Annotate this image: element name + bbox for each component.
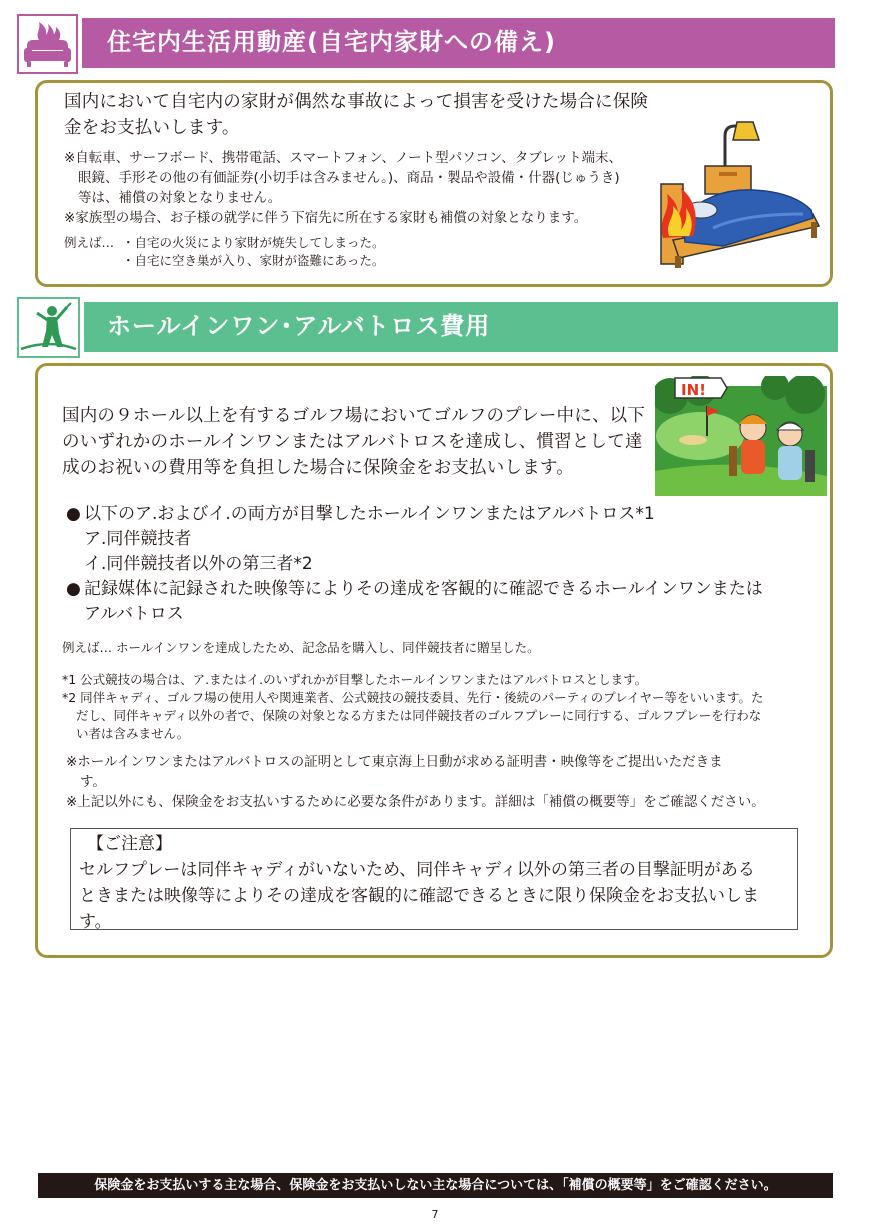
note-line: ※自転車、サーフボード、携帯電話、スマートフォン、ノート型パソコン、タブレット端末、 <box>64 150 623 166</box>
caution-line: ときまたは映像等によりその達成を客観的に確認できるときに限り保険金をお支払いしま <box>79 886 759 906</box>
caution-box <box>70 828 798 930</box>
section1-header <box>82 18 835 68</box>
caution-line: セルフプレーは同伴キャディがいないため、同伴キャディ以外の第三者の目撃証明がある <box>79 860 755 880</box>
notice-2: ※上記以外にも、保険金をお支払いするために必要な条件があります。詳細は「補償の概要等」をご確認ください。 <box>66 794 765 810</box>
note-line: ※家族型の場合、お子様の就学に伴う下宿先に所在する家財も補償の対象となります。 <box>64 210 588 226</box>
section2-title: ホールインワン･アルバトロス費用 <box>107 312 491 340</box>
example-line: ・自宅に空き巣が入り、家財が盗難にあった。 <box>122 253 385 268</box>
example-label: 例えば… <box>64 235 115 250</box>
bullet-sub-b: イ.同伴競技者以外の第三者*2 <box>84 554 313 574</box>
section1-notes <box>64 148 664 228</box>
footnote-2-cont: い者は含みません。 <box>76 726 190 741</box>
footnote-2: *2 同伴キャディ、ゴルフ場の使用人や関連業者、公式競技の競技委員、先行・後続のパーティのプレイヤー等をいいます。た <box>62 690 764 705</box>
lead-line: 国内の９ホール以上を有するゴルフ場においてゴルフのプレー中に、以下 <box>62 406 646 426</box>
caution-content <box>79 831 794 935</box>
footer-text: 保険金をお支払いする主な場合、保険金をお支払いしない主な場合については、「補償の概要等」をご確認ください。 <box>94 1178 777 1193</box>
section1-title: 住宅内生活用動産(自宅内家財への備え) <box>107 28 556 56</box>
lead-line: 成のお祝いの費用等を負担した場合に保険金をお支払いします。 <box>62 458 574 478</box>
bullet-text-cont: アルバトロス <box>84 604 184 624</box>
golf-hole-in-one-illustration <box>655 376 827 496</box>
note-line: 眼鏡、手形その他の有価証券(小切手は含みません。)、商品・製品や設備・什器(じゅうき) <box>78 170 620 186</box>
notice-1-cont: す。 <box>80 774 106 790</box>
bullet-item-1 <box>66 502 806 527</box>
section2-example: 例えば… ホールインワンを達成したため、記念品を購入し、同伴競技者に贈呈した。 <box>62 640 540 655</box>
notice-1: ※ホールインワンまたはアルバトロスの証明として東京海上日動が求める証明書・映像等をご提出いただきま <box>66 754 723 770</box>
section1-lead: 国内において自宅内の家財が偶然な事故によって損害を受けた場合に保険金をお支払いします。 <box>64 92 649 138</box>
section1-panel <box>35 80 833 287</box>
bullet-dot: ● <box>66 504 81 524</box>
footnote-2-cont: だし、同伴キャディ以外の者で、保険の対象となる方または同伴競技者のゴルフプレーに同行する、ゴルフプレーを行わな <box>76 708 762 723</box>
section2-notices <box>66 752 811 812</box>
example-line: ・自宅の火災により家財が焼失してしまった。 <box>122 235 385 250</box>
bullet-text: 以下のア.およびイ.の両方が目撃したホールインワンまたはアルバトロス*1 <box>84 504 655 524</box>
caution-title: 【ご注意】 <box>87 834 172 854</box>
section2-panel <box>35 363 833 958</box>
bullet-dot: ● <box>66 579 81 599</box>
note-line: 等は、補償の対象となりません。 <box>78 190 282 206</box>
bullet-text: 記録媒体に記録された映像等によりその達成を客観的に確認できるホールインワンまたは <box>84 579 763 599</box>
bullet-sub-a: ア.同伴競技者 <box>84 529 192 549</box>
section1-examples <box>64 234 664 270</box>
section2-lead <box>62 403 682 481</box>
section2-icon-box <box>17 297 80 358</box>
footer-bar <box>38 1173 833 1198</box>
page-number: 7 <box>431 1208 439 1221</box>
caution-line: す。 <box>79 912 112 932</box>
sofa-fire-icon <box>19 16 76 72</box>
section1-icon-box <box>17 14 78 74</box>
footnote-1: *1 公式競技の場合は、ア.またはイ.のいずれかが目撃したホールインワンまたはアルバトロスとします。 <box>62 672 648 687</box>
lead-line: のいずれかのホールインワンまたはアルバトロスを達成し、慣習として達 <box>62 432 643 452</box>
illustration-sign-text: IN! <box>681 381 706 399</box>
section2-header <box>84 302 838 352</box>
bullet-item-2 <box>66 577 806 602</box>
golfer-icon <box>19 299 78 356</box>
section2-footnotes <box>62 671 807 743</box>
burning-bed-illustration <box>653 118 823 273</box>
section2-bullets <box>66 502 806 627</box>
